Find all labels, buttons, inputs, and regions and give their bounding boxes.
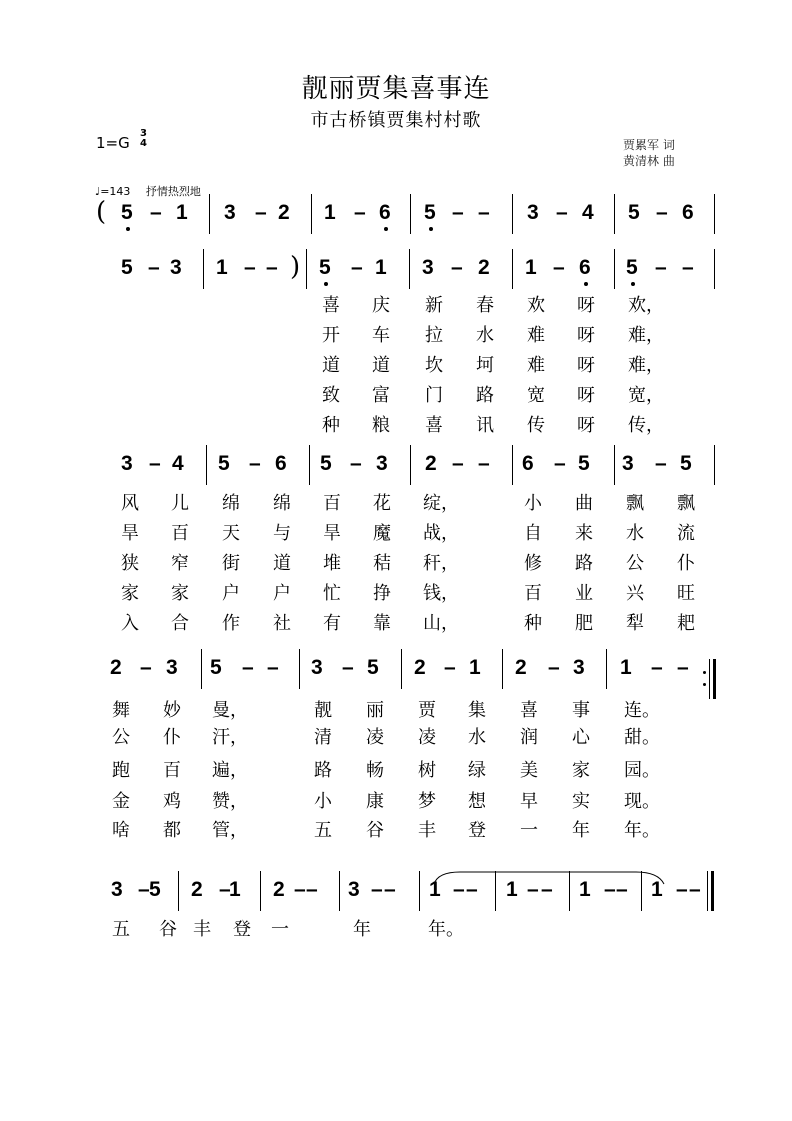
lyric-char: 连。: [624, 700, 660, 721]
lyric-char: 汗，: [212, 727, 248, 748]
low-octave-dot: [631, 282, 635, 286]
page-title: 靓丽贾集喜事连: [301, 74, 491, 104]
lyric-char: 花: [373, 493, 391, 514]
lyric-char: 水: [476, 325, 494, 346]
lyric-char: 现。: [624, 791, 660, 812]
note: –: [553, 256, 565, 279]
lyricist: 贾累军 词: [623, 138, 675, 152]
tempo: ♩=143: [95, 185, 131, 198]
lyric-char: 舞: [112, 700, 130, 721]
lyric-char: 挣: [373, 583, 391, 604]
note: –: [244, 256, 256, 279]
note: –: [306, 878, 318, 901]
lyric-char: 庆: [372, 295, 390, 316]
note: 6: [522, 452, 534, 475]
lyric-char: 天: [222, 523, 240, 544]
barline: [714, 194, 715, 234]
lyric-char: 路: [575, 553, 593, 574]
note: –: [556, 201, 568, 224]
note: –: [452, 452, 464, 475]
time-signature-bottom: 4: [140, 138, 147, 149]
lyric-char: 呀: [577, 355, 595, 376]
lyric-char: 水: [468, 727, 486, 748]
open-paren: (: [96, 197, 107, 227]
note: 5: [218, 452, 230, 475]
lyric-char: 路: [476, 385, 494, 406]
lyric-char: 道: [372, 355, 390, 376]
note: 6: [379, 201, 391, 224]
lyric-char: 甜。: [624, 727, 660, 748]
note: –: [354, 201, 366, 224]
repeat-dot: [703, 671, 706, 674]
lyric-char: 狭: [121, 553, 139, 574]
lyric-char: 鸡: [163, 791, 181, 812]
lyric-char: 传: [527, 415, 545, 436]
lyric-char: 清: [314, 727, 332, 748]
barline: [201, 649, 202, 689]
note: –: [655, 452, 667, 475]
note: 3: [376, 452, 388, 475]
page-subtitle: 市古桥镇贾集村村歌: [310, 110, 482, 131]
lyric-char: 梦: [418, 791, 436, 812]
lyric-char: 欢，: [628, 295, 664, 316]
lyric-char: 旱: [121, 523, 139, 544]
note: –: [682, 256, 694, 279]
lyric-char: 靠: [373, 613, 391, 634]
lyric-char: 社: [273, 613, 291, 634]
lyric-char: 康: [366, 791, 384, 812]
note: –: [466, 878, 478, 901]
lyric-char: 路: [314, 760, 332, 781]
lyric-char: 旺: [677, 583, 695, 604]
key-signature: 1=G: [96, 134, 130, 152]
final-thick-bar: [711, 871, 714, 911]
barline: [339, 871, 340, 911]
lyric-char: 金: [112, 791, 130, 812]
lyric-char: 丰: [418, 820, 436, 841]
lyric-char: 谷: [366, 820, 384, 841]
note: –: [453, 878, 465, 901]
time-signature-top: 3: [140, 128, 147, 139]
note: 2: [515, 656, 527, 679]
note: 5: [367, 656, 379, 679]
lyric-char: 有: [323, 613, 341, 634]
note: 1: [429, 878, 441, 901]
note: 5: [578, 452, 590, 475]
barline: [209, 194, 210, 234]
lyric-char: 与: [273, 523, 291, 544]
note: –: [350, 452, 362, 475]
note: –: [384, 878, 396, 901]
lyric-char: 畅: [366, 760, 384, 781]
lyric-char: 飘: [677, 493, 695, 514]
lyric-char: 年: [572, 820, 590, 841]
barline: [203, 249, 204, 289]
lyric-char: 五: [314, 820, 332, 841]
lyric-char: 难: [527, 325, 545, 346]
note: 3: [224, 201, 236, 224]
note: –: [219, 878, 231, 901]
note: 1: [579, 878, 591, 901]
lyric-char: 喜: [425, 415, 443, 436]
lyric-char: 讯: [476, 415, 494, 436]
lyric-char: 曼，: [212, 700, 248, 721]
lyric-char: 战，: [423, 523, 459, 544]
note: 3: [111, 878, 123, 901]
lyric-char: 旱: [323, 523, 341, 544]
lyric-char: 窄: [171, 553, 189, 574]
note: 3: [166, 656, 178, 679]
lyric-char: 坎: [425, 355, 443, 376]
barline: [512, 445, 513, 485]
note: –: [478, 452, 490, 475]
lyric-char: 传，: [628, 415, 664, 436]
note: 5: [319, 256, 331, 279]
composer: 黄清林 曲: [623, 154, 675, 168]
lyric-char: 道: [322, 355, 340, 376]
lyric-char: 难: [527, 355, 545, 376]
lyric-char: 山，: [423, 613, 459, 634]
low-octave-dot: [584, 282, 588, 286]
lyric-char: 百: [171, 523, 189, 544]
lyric-char: 门: [425, 385, 443, 406]
lyric-char: 富: [372, 385, 390, 406]
barline: [614, 249, 615, 289]
note: 2: [414, 656, 426, 679]
note: 2: [425, 452, 437, 475]
note: 1: [525, 256, 537, 279]
note: 1: [620, 656, 632, 679]
lyric-char: 啥: [112, 820, 130, 841]
note: –: [676, 878, 688, 901]
low-octave-dot: [324, 282, 328, 286]
lyric-char: 合: [171, 613, 189, 634]
note: 1: [229, 878, 241, 901]
lyric-char: 凌: [366, 727, 384, 748]
barline: [178, 871, 179, 911]
note: 4: [172, 452, 184, 475]
lyric-char: 犁: [626, 613, 644, 634]
note: –: [651, 656, 663, 679]
note: 6: [682, 201, 694, 224]
lyric-char: 宽，: [628, 385, 664, 406]
lyric-char: 粮: [372, 415, 390, 436]
lyric-char: 仆: [163, 727, 181, 748]
note: 1: [216, 256, 228, 279]
lyric-char: 年。: [428, 919, 464, 940]
lyric-char: 美: [520, 760, 538, 781]
final-thin-bar: [707, 871, 708, 911]
lyric-char: 车: [372, 325, 390, 346]
repeat-dot: [703, 683, 706, 686]
lyric-char: 一: [520, 820, 538, 841]
lyric-char: 年: [353, 919, 371, 940]
note: 2: [478, 256, 490, 279]
lyric-char: 新: [425, 295, 443, 316]
barline: [606, 649, 607, 689]
barline: [206, 445, 207, 485]
lyric-char: 靓: [314, 700, 332, 721]
lyric-char: 小: [524, 493, 542, 514]
note: 5: [149, 878, 161, 901]
lyric-char: 肥: [575, 613, 593, 634]
note: –: [140, 656, 152, 679]
note: 5: [121, 201, 133, 224]
lyric-char: 风: [121, 493, 139, 514]
lyric-char: 呀: [577, 295, 595, 316]
note: 1: [324, 201, 336, 224]
lyric-char: 作: [222, 613, 240, 634]
note: 3: [527, 201, 539, 224]
note: 2: [110, 656, 122, 679]
note: 5: [424, 201, 436, 224]
lyric-char: 种: [524, 613, 542, 634]
note: –: [554, 452, 566, 475]
note: –: [255, 201, 267, 224]
lyric-char: 都: [163, 820, 181, 841]
lyric-char: 户: [273, 583, 291, 604]
barline: [714, 249, 715, 289]
lyric-char: 遍，: [212, 760, 248, 781]
lyric-char: 贾: [418, 700, 436, 721]
lyric-char: 秆，: [423, 553, 459, 574]
lyric-char: 公: [112, 727, 130, 748]
lyric-char: 道: [273, 553, 291, 574]
lyric-char: 堆: [323, 553, 341, 574]
note: –: [351, 256, 363, 279]
barline: [614, 194, 615, 234]
low-octave-dot: [429, 227, 433, 231]
note: 3: [622, 452, 634, 475]
barline: [309, 445, 310, 485]
lyric-char: 欢: [527, 295, 545, 316]
note: 3: [121, 452, 133, 475]
lyric-char: 入: [121, 613, 139, 634]
lyric-char: 难，: [628, 325, 664, 346]
note: –: [371, 878, 383, 901]
note: 2: [273, 878, 285, 901]
note: –: [138, 878, 150, 901]
lyric-char: 一: [271, 919, 289, 940]
low-octave-dot: [126, 227, 130, 231]
lyric-char: 丽: [366, 700, 384, 721]
note: –: [451, 256, 463, 279]
note: 3: [348, 878, 360, 901]
close-paren: ): [290, 252, 301, 282]
lyric-char: 跑: [112, 760, 130, 781]
lyric-char: 开: [322, 325, 340, 346]
lyric-char: 喜: [322, 295, 340, 316]
lyric-char: 魔: [373, 523, 391, 544]
barline: [512, 249, 513, 289]
note: –: [242, 656, 254, 679]
lyric-char: 宽: [527, 385, 545, 406]
lyric-char: 呀: [577, 385, 595, 406]
lyric-char: 自: [524, 523, 542, 544]
lyric-char: 仆: [677, 553, 695, 574]
lyric-char: 家: [121, 583, 139, 604]
note: 3: [311, 656, 323, 679]
lyric-char: 事: [572, 700, 590, 721]
note: –: [150, 201, 162, 224]
note: 6: [579, 256, 591, 279]
lyric-char: 飘: [626, 493, 644, 514]
note: 1: [375, 256, 387, 279]
lyric-char: 难，: [628, 355, 664, 376]
lyric-char: 秸: [373, 553, 391, 574]
note: 4: [582, 201, 594, 224]
lyric-char: 早: [520, 791, 538, 812]
barline: [502, 649, 503, 689]
note: 2: [191, 878, 203, 901]
lyric-char: 绿: [468, 760, 486, 781]
lyric-char: 户: [222, 583, 240, 604]
note: 3: [573, 656, 585, 679]
barline: [419, 871, 420, 911]
lyric-char: 忙: [323, 583, 341, 604]
barline: [401, 649, 402, 689]
note: –: [616, 878, 628, 901]
lyric-char: 街: [222, 553, 240, 574]
lyric-char: 凌: [418, 727, 436, 748]
lyric-char: 家: [572, 760, 590, 781]
lyric-char: 百: [524, 583, 542, 604]
lyric-char: 集: [468, 700, 486, 721]
note: 6: [275, 452, 287, 475]
note: –: [267, 656, 279, 679]
lyric-char: 登: [468, 820, 486, 841]
lyric-char: 心: [572, 727, 590, 748]
lyric-char: 业: [575, 583, 593, 604]
note: 1: [469, 656, 481, 679]
barline: [260, 871, 261, 911]
lyric-char: 曲: [575, 493, 593, 514]
tie-arc: [430, 868, 670, 888]
note: –: [656, 201, 668, 224]
repeat-thick-bar: [713, 659, 716, 699]
barline: [306, 249, 307, 289]
lyric-char: 家: [171, 583, 189, 604]
lyric-char: 耙: [677, 613, 695, 634]
lyric-char: 谷: [159, 919, 177, 940]
barline: [512, 194, 513, 234]
lyric-char: 呀: [577, 325, 595, 346]
note: –: [249, 452, 261, 475]
barline: [614, 445, 615, 485]
note: –: [541, 878, 553, 901]
lyric-char: 儿: [171, 493, 189, 514]
lyric-char: 来: [575, 523, 593, 544]
lyric-char: 登: [233, 919, 251, 940]
note: 5: [210, 656, 222, 679]
lyric-char: 百: [163, 760, 181, 781]
lyric-char: 喜: [520, 700, 538, 721]
lyric-char: 润: [520, 727, 538, 748]
expression: 抒情热烈地: [145, 185, 201, 198]
lyric-char: 修: [524, 553, 542, 574]
lyric-char: 呀: [577, 415, 595, 436]
note: 3: [170, 256, 182, 279]
note: –: [452, 201, 464, 224]
lyric-char: 绵: [273, 493, 291, 514]
note: –: [655, 256, 667, 279]
lyric-char: 管，: [212, 820, 248, 841]
note: –: [604, 878, 616, 901]
lyric-char: 兴: [626, 583, 644, 604]
lyric-char: 丰: [193, 919, 211, 940]
barline: [714, 445, 715, 485]
note: 5: [626, 256, 638, 279]
lyric-char: 公: [626, 553, 644, 574]
note: 5: [680, 452, 692, 475]
note: 1: [506, 878, 518, 901]
note: 5: [320, 452, 332, 475]
note: –: [548, 656, 560, 679]
lyric-char: 五: [112, 919, 130, 940]
repeat-thin-bar: [709, 659, 710, 699]
note: 5: [121, 256, 133, 279]
barline: [409, 249, 410, 289]
lyric-char: 钱，: [423, 583, 459, 604]
lyric-char: 年。: [624, 820, 660, 841]
lyric-char: 园。: [624, 760, 660, 781]
note: 2: [278, 201, 290, 224]
lyric-char: 实: [572, 791, 590, 812]
lyric-char: 致: [322, 385, 340, 406]
lyric-char: 春: [476, 295, 494, 316]
note: 3: [422, 256, 434, 279]
lyric-char: 百: [323, 493, 341, 514]
note: –: [149, 452, 161, 475]
note: –: [527, 878, 539, 901]
lyric-char: 坷: [476, 355, 494, 376]
barline: [410, 194, 411, 234]
note: 1: [176, 201, 188, 224]
lyric-char: 小: [314, 791, 332, 812]
barline: [311, 194, 312, 234]
lyric-char: 种: [322, 415, 340, 436]
lyric-char: 想: [468, 791, 486, 812]
note: –: [294, 878, 306, 901]
note: –: [478, 201, 490, 224]
lyric-char: 流: [677, 523, 695, 544]
lyric-char: 绵: [222, 493, 240, 514]
lyric-char: 树: [418, 760, 436, 781]
lyric-char: 水: [626, 523, 644, 544]
low-octave-dot: [384, 227, 388, 231]
note: –: [342, 656, 354, 679]
note: –: [266, 256, 278, 279]
lyric-char: 拉: [425, 325, 443, 346]
note: 5: [628, 201, 640, 224]
lyric-char: 赞，: [212, 791, 248, 812]
lyric-char: 妙: [163, 700, 181, 721]
barline: [299, 649, 300, 689]
note: –: [677, 656, 689, 679]
barline: [410, 445, 411, 485]
note: 1: [651, 878, 663, 901]
note: –: [689, 878, 701, 901]
note: –: [148, 256, 160, 279]
note: –: [444, 656, 456, 679]
lyric-char: 绽，: [423, 493, 459, 514]
